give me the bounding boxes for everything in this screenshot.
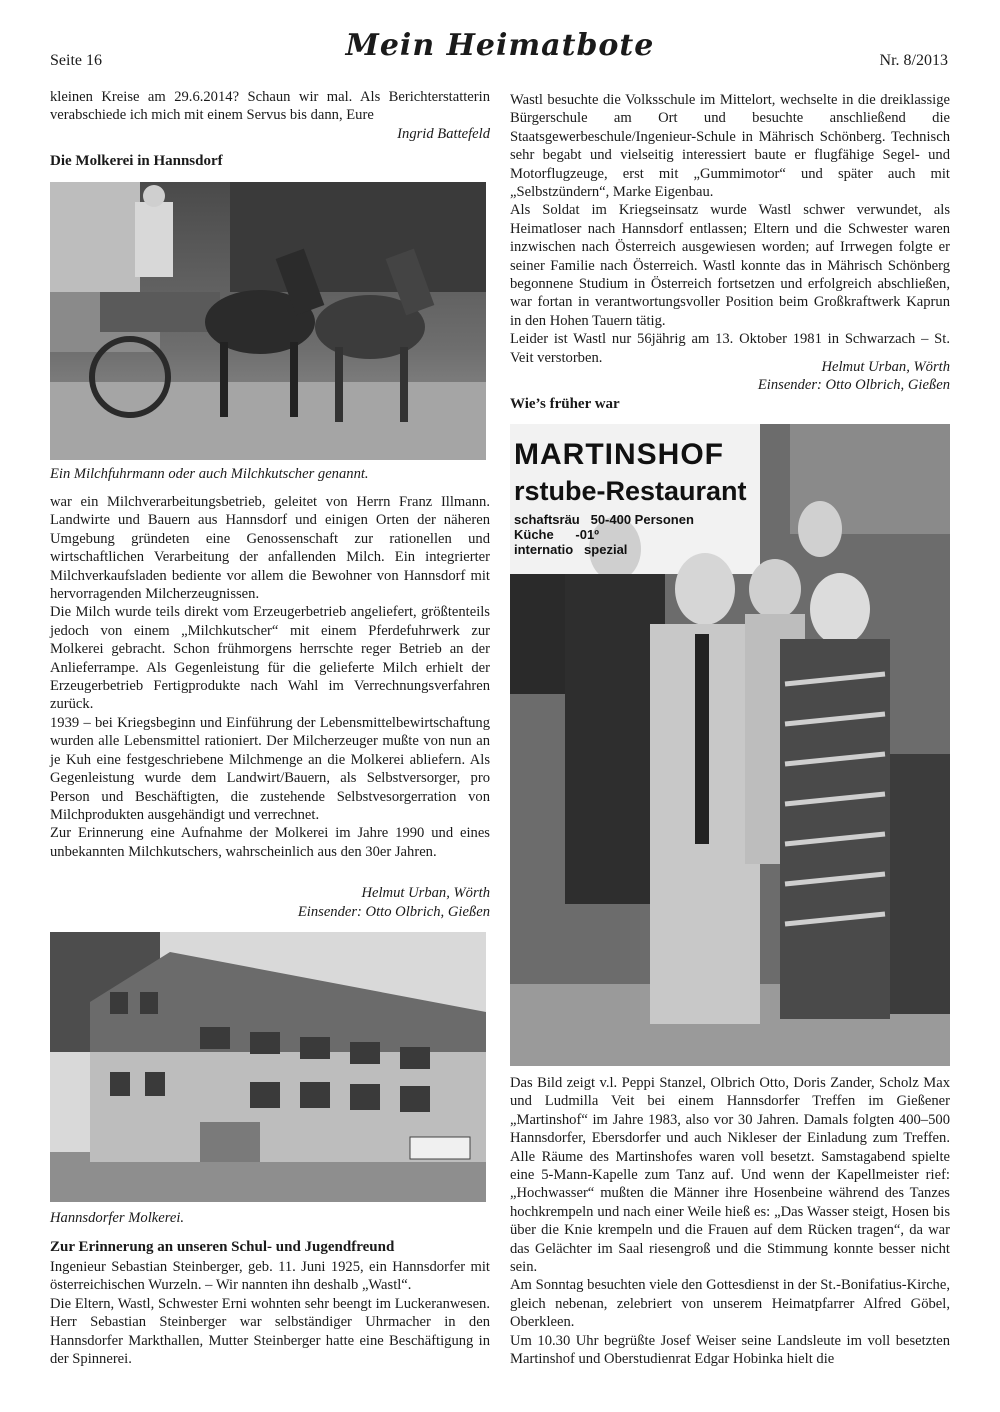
sign-martinshof: MARTINSHOF: [514, 438, 724, 471]
dairy-building-photo: [50, 932, 486, 1202]
sign-kitchen: Küche -01º: [514, 527, 599, 542]
frueher-paragraph-2: Am Sonntag besuchten viele den Gottesdienst in der St.-Bonifatius-Kirche, gleich nebenan, zelebriert von unserem Heimatpfarrer Alfred Göbel, Oberkleen.: [510, 1277, 950, 1331]
schulfreund-paragraph-1: Ingenieur Sebastian Steinberger, geb. 11. Juni 1925, ein Hannsdorfer mit österreichischen Wurzeln. – Wir nannten ihn deshalb „Wastl“.: [50, 1259, 490, 1294]
milk-cart-photo: [50, 182, 486, 460]
dairy-building-caption: Hannsdorfer Molkerei.: [50, 1210, 185, 1226]
molkerei-author: Helmut Urban, Wörth: [361, 885, 490, 901]
wastl-article: [510, 91, 950, 367]
molkerei-sender: Einsender: Otto Olbrich, Gießen: [297, 904, 490, 920]
molkerei-paragraph-2: Die Milch wurde teils direkt vom Erzeugerbetrieb angeliefert, größtenteils jedoch von einem „Milchkutscher“ mit einem Pferdefuhrwerk zur Molkerei gebracht. Schon frühmorgens herrschte reger Betrieb an der Anlieferrampe. Als Gegenleistung für die gelieferte Milch erhielt der Erzeugerbetrieb Fertigprodukte nach Wahl im Verrechnungsverfahren zurück.: [50, 604, 490, 713]
issue-number: Nr. 8/2013: [879, 52, 948, 69]
wastl-author: Helmut Urban, Wörth: [821, 359, 950, 375]
molkerei-heading: Die Molkerei in Hannsdorf: [50, 153, 223, 169]
frueher-heading: Wie’s früher war: [510, 396, 620, 412]
schulfreund-paragraph-2: Die Eltern, Wastl, Schwester Erni wohnten sehr beengt im Luckeranwesen. Herr Sebastian Steinberger war selbständiger Uhrmacher in den Hannsdorfer Markthallen, Mutter Steinberger hatte eine Beschäftigung in der Spinnerei.: [50, 1295, 490, 1368]
frueher-paragraph-1: Das Bild zeigt v.l. Peppi Stanzel, Olbrich Otto, Doris Zander, Scholz Max und Ludmilla Veit bei einem Hannsdorfer Treffen im Gießener „Martinshof“ im Jahre 1983, also vor 30 Jahren. Damals folgten 400–500 Hannsdorfer, Ebersdorfer und auch Nikleser der Einladung zum Treffen. Alle Räume des Martinshofes waren voll besetzt. Samstagabend spielte eine 5-Mann-Kapelle zum Tanz auf. Und wenn der Kapellmeister rief: „Hochwasser“ mußten die Männer ihre Hosenbeine während des Tanzes hochkrempeln und nach einer Weile hieß es: „Das Wasser steigt, Hosen bis über die Knie krempeln und die Frauen auf dem Rücken tragen“, da war das Gelächter im Saal riesengroß und die Stimmung konnte besser nicht sein.: [510, 1075, 950, 1276]
masthead-logo: Mein Heimatbote: [345, 28, 655, 63]
molkerei-article: [50, 493, 490, 861]
wastl-paragraph-1: Wastl besuchte die Volksschule im Mittelort, wechselte in die dreiklassige Bürgerschule am Ort und besuchte anschließend die Staatsgewerbeschule/Ingenieur-Schule in Mährisch Schönberg. Technisch sehr begabt und vielseitig interessiert baute er flugfähige Segel- und Motorflugzeuge, erst mit „Gummimotor“ und später auch mit „Selbstzündern“, Marke Eigenbau.: [510, 92, 950, 201]
frueher-article: [510, 1074, 950, 1369]
sign-restaurant: rstube-Restaurant: [514, 476, 747, 506]
page-number: Seite 16: [50, 52, 102, 69]
wastl-paragraph-2: Als Soldat im Kriegseinsatz wurde Wastl schwer verwundet, als Heimatloser nach Hannsdorf entlassen; Eltern und die Schwester waren inzwischen nach Österreich ausgewiesen worden; auf Irrwegen folgte er seiner Familie nach Österreich. Wastl konnte das in Mährisch Schönberg begonnene Studium in Österreich fortsetzen und erfolgreich abschließen, war fortan in verantwortungsvoller Position beim Großkraftwerk Kaprun in den Hohen Tauern tätig.: [510, 202, 950, 329]
molkerei-paragraph-3: 1939 – bei Kriegsbeginn und Einführung der Lebensmittelbewirtschaftung wurden alle Lebensmittel rationiert. Der Milcherzeuger mußte von nun an je Kuh eine festgeschriebene Milchmenge an die Molkerei abliefern. Als Gegenleistung wurde dem Landwirt/Bauern, als Selbstversorger, pro Person und Beschäftigten, die zustehende Selbstvesorgerration von Milchprodukten ausgehändigt und verrechnet.: [50, 714, 490, 823]
sign-persons: schaftsräu 50-400 Personen: [514, 512, 694, 527]
wastl-paragraph-3: Leider ist Wastl nur 56jährig am 13. Oktober 1981 in Schwarzach – St. Veit verstorben.: [510, 331, 950, 366]
molkerei-paragraph-4: Zur Erinnerung eine Aufnahme der Molkerei im Jahre 1990 und eines unbekannten Milchkutschers, wahrscheinlich aus den 30er Jahren.: [50, 825, 490, 860]
intro-author: Ingrid Battefeld: [397, 126, 490, 142]
schulfreund-heading: Zur Erinnerung an unseren Schul- und Jugendfreund: [50, 1239, 395, 1255]
martinshof-group-photo: [510, 424, 950, 1066]
sign-international: internatio spezial: [514, 542, 628, 557]
intro-text: kleinen Kreise am 29.6.2014? Schaun wir mal. Als Berichterstatterin verabschiede ich mich mit einem Servus bis dann, Eure: [50, 89, 490, 124]
wastl-sender: Einsender: Otto Olbrich, Gießen: [757, 377, 950, 393]
molkerei-paragraph-1: war ein Milchverarbeitungsbetrieb, geleitet von Herrn Franz Illmann. Landwirte und Bauern aus Hannsdorf und einigen Orten der näheren Umgebung gründeten eine Genossenschaft zur rationellen und wirtschaftlichen Verarbeitung der anfallenden Milch. Ein integrierter Milchverkaufsladen bediente vor allem die Bewohner von Hannsdorf mit hervorragenden Milcherzeugnissen.: [50, 494, 490, 603]
frueher-paragraph-3: Um 10.30 Uhr begrüßte Josef Weiser seine Landsleute im voll besetzten Martinshof und Oberstudienrat Edgar Hobinka hielt die: [510, 1332, 950, 1368]
milk-cart-caption: Ein Milchfuhrmann oder auch Milchkutscher genannt.: [50, 466, 369, 482]
schulfreund-article: [50, 1258, 490, 1368]
intro-paragraph: [50, 88, 490, 125]
